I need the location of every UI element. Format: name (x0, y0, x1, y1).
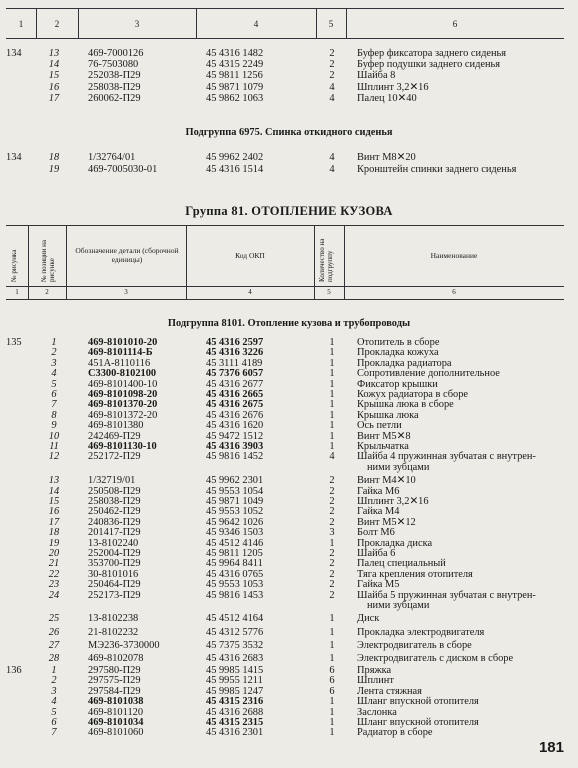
part-designation: 469-7000126 (88, 48, 144, 59)
part-name: Шайба 5 пружинная зубчатая с внутрен- (357, 589, 536, 601)
okp-code: 45 9964 8411 (206, 558, 263, 570)
figure-number: 136 (6, 665, 22, 676)
quantity: 2 (329, 70, 335, 82)
position-number: 18 (48, 152, 60, 163)
table-header-border (6, 225, 564, 226)
okp-code: 45 4316 2683 (206, 652, 264, 664)
part-name: Гайка М6 (357, 485, 400, 497)
position-number: 9 (51, 420, 57, 432)
part-name: Шплинт 3,2✕16 (357, 81, 429, 93)
table-row (0, 93, 578, 105)
okp-code: 45 9871 1079 (206, 81, 264, 93)
table-row (0, 164, 578, 176)
table-row (0, 82, 578, 94)
okp-code: 45 9553 1054 (206, 485, 264, 497)
quantity: 1 (329, 389, 335, 400)
quantity: 2 (329, 579, 335, 591)
okp-code: 45 9811 1256 (206, 70, 263, 82)
part-designation: 260062-П29 (88, 92, 141, 104)
okp-code: 45 9871 1049 (206, 496, 264, 507)
okp-code: 45 4316 1514 (206, 163, 264, 175)
position-number: 23 (48, 579, 60, 591)
okp-code: 45 9472 1512 (206, 430, 264, 442)
quantity: 1 (329, 640, 335, 652)
figure-number: 134 (6, 48, 22, 59)
table-row-continuation (0, 600, 578, 612)
table-row (0, 152, 578, 164)
part-designation: 469-8101060 (88, 727, 144, 739)
part-designation: 469-7005030-01 (88, 163, 158, 175)
part-name: Буфер подушки заднего сиденья (357, 59, 501, 71)
position-number: 21 (48, 558, 60, 570)
position-number: 26 (48, 626, 60, 638)
table-header-border (6, 299, 564, 300)
part-designation: 353700-П29 (88, 558, 141, 570)
okp-code: 45 4316 3903 (206, 441, 264, 452)
okp-code: 45 4316 0765 (206, 568, 264, 580)
part-designation: 297584-П29 (88, 685, 141, 697)
position-number: 1 (51, 665, 57, 676)
page-number: 181 (538, 739, 564, 756)
part-name: Прокладка диска (357, 537, 433, 549)
part-designation: 30-8101016 (88, 568, 139, 580)
header-name: Наименование (430, 251, 478, 260)
quantity: 6 (329, 675, 335, 687)
position-number: 17 (48, 92, 60, 104)
part-designation: 469-8101372-20 (88, 409, 158, 421)
okp-code: 45 3111 4189 (206, 357, 263, 369)
position-number: 5 (51, 378, 57, 390)
col-number: 3 (134, 19, 140, 29)
quantity: 1 (329, 368, 335, 380)
part-name: Электродвигатель с диском в сборе (357, 652, 514, 664)
part-designation: 21-8102232 (88, 626, 139, 638)
part-designation: 258038-П29 (88, 496, 141, 507)
table-row (0, 59, 578, 71)
position-number: 10 (48, 430, 60, 442)
position-number: 3 (51, 357, 57, 369)
quantity: 2 (329, 48, 335, 59)
quantity: 1 (329, 727, 335, 739)
header-col-number: 1 (15, 288, 19, 296)
col-number: 1 (18, 19, 24, 29)
quantity: 1 (329, 652, 335, 664)
position-number: 3 (51, 685, 57, 697)
part-name-continuation: ними зубцами (367, 600, 430, 611)
part-name: Шланг впускной отопителя (357, 717, 479, 728)
table-row (0, 48, 578, 60)
part-name: Болт М6 (357, 527, 395, 539)
okp-code: 45 4512 4164 (206, 613, 264, 625)
part-designation: 13-8102238 (88, 613, 139, 625)
quantity: 1 (329, 626, 335, 638)
position-number: 4 (51, 696, 57, 708)
position-number: 22 (48, 568, 60, 580)
table-row (0, 640, 578, 652)
part-name: Электродвигатель в сборе (357, 640, 472, 652)
position-number: 14 (48, 59, 60, 71)
okp-code: 45 7375 3532 (206, 640, 264, 652)
okp-code: 45 9955 1211 (206, 675, 263, 687)
okp-code: 45 9985 1247 (206, 685, 264, 697)
okp-code: 45 9642 1026 (206, 516, 264, 528)
col-number: 5 (328, 19, 334, 29)
quantity: 2 (329, 516, 335, 528)
part-designation: 451А-8110116 (88, 357, 151, 369)
okp-code: 45 9553 1052 (206, 506, 264, 518)
part-designation: 469-8101380 (88, 420, 144, 432)
part-designation: 469-8101370-20 (88, 399, 158, 411)
okp-code: 45 9553 1053 (206, 579, 264, 591)
okp-code: 45 4316 2597 (206, 337, 264, 348)
part-name: Палец 10✕40 (357, 92, 417, 104)
position-number: 20 (48, 548, 60, 559)
part-name: Винт М5✕12 (357, 516, 416, 528)
part-name: Прокладка кожуха (357, 347, 439, 359)
position-number: 11 (49, 441, 59, 452)
part-designation: 469-8101400-10 (88, 378, 158, 390)
position-number: 13 (48, 48, 60, 59)
part-designation: 76-7503080 (88, 59, 139, 71)
part-designation: 250508-П29 (88, 485, 141, 497)
position-number: 16 (48, 81, 60, 93)
position-number: 7 (51, 727, 57, 739)
part-name: Фиксатор крышки (357, 378, 438, 390)
part-designation: 250464-П29 (88, 579, 141, 591)
okp-code: 45 4316 2301 (206, 727, 264, 739)
position-number: 4 (51, 368, 57, 380)
part-designation: 469-8101034 (88, 717, 144, 728)
part-designation: 250462-П29 (88, 506, 141, 518)
quantity: 2 (329, 589, 335, 601)
part-name: Диск (357, 613, 380, 625)
group-title: Группа 81. ОТОПЛЕНИЕ КУЗОВА (185, 204, 393, 218)
position-number: 1 (51, 337, 57, 348)
okp-code: 45 9962 2402 (206, 152, 264, 163)
table-row (0, 613, 578, 625)
part-name: Палец специальный (357, 558, 446, 570)
okp-code: 45 4316 1620 (206, 420, 264, 432)
quantity: 1 (329, 430, 335, 442)
part-name: Тяга крепления отопителя (357, 568, 473, 580)
part-designation: 252004-П29 (88, 548, 141, 559)
position-number: 16 (48, 506, 60, 518)
quantity: 2 (329, 548, 335, 559)
quantity: 2 (329, 475, 335, 487)
part-designation: С3300-8102100 (88, 368, 157, 380)
position-number: 13 (48, 475, 60, 487)
part-name: Заслонка (357, 706, 397, 718)
part-name: Гайка М4 (357, 506, 400, 518)
part-designation: 252172-П29 (88, 451, 141, 463)
header-part-designation: Обозначение детали (сборочной единицы) (75, 246, 179, 264)
position-number: 17 (48, 516, 60, 528)
header-figure-no: № рисунка (10, 249, 18, 282)
quantity: 1 (329, 399, 335, 411)
part-name: Пряжка (357, 665, 392, 676)
header-col-number: 6 (452, 288, 456, 296)
part-designation: 297575-П29 (88, 675, 141, 687)
quantity: 1 (329, 409, 335, 421)
quantity: 6 (329, 685, 335, 697)
okp-code: 45 9962 2301 (206, 475, 264, 487)
okp-code: 45 4315 2316 (206, 696, 264, 708)
position-number: 28 (48, 652, 60, 664)
header-quantity: Количество на подгруппу (318, 238, 334, 282)
quantity: 4 (329, 81, 335, 93)
position-number: 15 (48, 70, 60, 82)
table-row (0, 70, 578, 82)
part-designation: 469-8101120 (88, 706, 144, 718)
position-number: 6 (51, 389, 57, 400)
quantity: 4 (329, 92, 335, 104)
part-designation: МЭ236-3730000 (88, 640, 160, 652)
part-name: Шплинт 3,2✕16 (357, 496, 429, 507)
header-col-number: 3 (124, 288, 128, 296)
position-number: 27 (48, 640, 60, 652)
position-number: 5 (51, 706, 57, 718)
figure-number: 134 (6, 152, 22, 163)
quantity: 4 (329, 163, 335, 175)
header-okp-code: Код ОКП (235, 251, 265, 260)
part-name: Шайба 6 (357, 548, 396, 559)
okp-code: 45 4315 2315 (206, 717, 264, 728)
position-number: 19 (48, 537, 60, 549)
part-designation: 469-8102078 (88, 652, 144, 664)
position-number: 7 (51, 399, 57, 411)
quantity: 1 (329, 706, 335, 718)
okp-code: 45 4512 4146 (206, 537, 264, 549)
part-name: Шплинт (357, 675, 394, 687)
table-header-border (6, 286, 564, 287)
header-col-number: 2 (45, 288, 49, 296)
quantity: 1 (329, 537, 335, 549)
part-name: Крыльчатка (357, 441, 409, 452)
part-designation: 252038-П29 (88, 70, 141, 82)
okp-code: 45 4316 2675 (206, 399, 264, 411)
quantity: 4 (329, 451, 335, 463)
quantity: 2 (329, 496, 335, 507)
position-number: 14 (48, 485, 60, 497)
table-row (0, 727, 578, 739)
part-designation: 1/32719/01 (88, 475, 136, 487)
part-name: Кронштейн спинки заднего сиденья (357, 163, 517, 175)
quantity: 1 (329, 347, 335, 359)
quantity: 1 (329, 613, 335, 625)
table-row-continuation (0, 462, 578, 474)
quantity: 3 (329, 527, 335, 539)
part-designation: 469-8101098-20 (88, 389, 158, 400)
top-header-border (6, 38, 564, 39)
position-number: 15 (48, 496, 60, 507)
part-name: Буфер фиксатора заднего сиденья (357, 48, 507, 59)
part-name: Винт М5✕8 (357, 430, 411, 442)
part-designation: 240836-П29 (88, 516, 141, 528)
okp-code: 45 4316 2677 (206, 378, 264, 390)
header-col-number: 4 (248, 288, 252, 296)
quantity: 1 (329, 441, 335, 452)
okp-code: 45 9816 1453 (206, 589, 264, 601)
position-number: 25 (48, 613, 60, 625)
part-designation: 297580-П29 (88, 665, 141, 676)
okp-code: 45 9862 1063 (206, 92, 264, 104)
quantity: 2 (329, 506, 335, 518)
top-header-border (6, 8, 564, 9)
part-name: Гайка М5 (357, 579, 400, 591)
subgroup-8101-title: Подгруппа 8101. Отопление кузова и трубопроводы (167, 318, 411, 329)
okp-code: 45 4316 2665 (206, 389, 264, 400)
part-designation: 258038-П29 (88, 81, 141, 93)
quantity: 1 (329, 696, 335, 708)
quantity: 1 (329, 420, 335, 432)
position-number: 2 (51, 347, 57, 359)
part-designation: 469-8101114-Б (88, 347, 153, 359)
position-number: 24 (48, 589, 60, 601)
col-number: 4 (253, 19, 259, 29)
part-name: Ось петли (357, 420, 402, 432)
okp-code: 45 7376 6057 (206, 368, 264, 380)
part-designation: 252173-П29 (88, 589, 141, 601)
quantity: 2 (329, 558, 335, 570)
quantity: 1 (329, 717, 335, 728)
position-number: 18 (48, 527, 60, 539)
part-name: Отопитель в сборе (357, 337, 440, 348)
part-designation: 1/32764/01 (88, 152, 136, 163)
okp-code: 45 4312 5776 (206, 626, 264, 638)
okp-code: 45 9346 1503 (206, 527, 264, 539)
position-number: 19 (48, 163, 60, 175)
part-name: Шайба 4 пружинная зубчатая с внутрен- (357, 451, 536, 463)
part-designation: 201417-П29 (88, 527, 141, 539)
table-row (0, 627, 578, 639)
part-name: Сопротивление дополнительное (357, 368, 500, 380)
position-number: 6 (51, 717, 57, 728)
okp-code: 45 4316 2676 (206, 409, 264, 421)
subgroup-6975-title: Подгруппа 6975. Спинка откидного сиденья (185, 127, 393, 138)
position-number: 8 (51, 409, 57, 421)
part-name-continuation: ними зубцами (367, 461, 430, 473)
part-designation: 242469-П29 (88, 430, 141, 442)
quantity: 1 (329, 378, 335, 390)
okp-code: 45 4316 3226 (206, 347, 264, 359)
okp-code: 45 9811 1205 (206, 548, 263, 559)
okp-code: 45 4316 2688 (206, 706, 264, 718)
okp-code: 45 4316 1482 (206, 48, 264, 59)
part-name: Прокладка радиатора (357, 357, 452, 369)
header-col-number: 5 (327, 288, 331, 296)
quantity: 1 (329, 357, 335, 369)
part-name: Винт М8✕20 (357, 152, 416, 163)
table-row (0, 653, 578, 665)
part-name: Шайба 8 (357, 70, 396, 82)
part-designation: 469-8101010-20 (88, 337, 158, 348)
quantity: 1 (329, 337, 335, 348)
quantity: 2 (329, 59, 335, 71)
col-number: 2 (54, 19, 60, 29)
part-name: Шланг впускной отопителя (357, 696, 479, 708)
part-name: Радиатор в сборе (357, 727, 433, 739)
part-designation: 469-8101130-10 (88, 441, 157, 452)
header-position-no: № позиции на рисунке (40, 239, 56, 282)
part-designation: 469-8101038 (88, 696, 144, 708)
part-designation: 13-8102240 (88, 537, 139, 549)
quantity: 2 (329, 485, 335, 497)
part-name: Винт М4✕10 (357, 475, 416, 487)
figure-number: 135 (6, 337, 22, 348)
part-name: Кожух радиатора в сборе (357, 389, 469, 400)
part-name: Крышка люка в сборе (357, 399, 454, 411)
col-number: 6 (452, 19, 458, 29)
position-number: 2 (51, 675, 57, 687)
okp-code: 45 9985 1415 (206, 665, 264, 676)
quantity: 6 (329, 665, 335, 676)
okp-code: 45 9816 1452 (206, 451, 264, 463)
okp-code: 45 4315 2249 (206, 59, 264, 71)
position-number: 12 (48, 451, 60, 463)
part-name: Крышка люка (357, 409, 419, 421)
part-name: Прокладка электродвигателя (357, 626, 485, 638)
part-name: Лента стяжная (357, 685, 422, 697)
quantity: 4 (329, 152, 335, 163)
quantity: 2 (329, 568, 335, 580)
